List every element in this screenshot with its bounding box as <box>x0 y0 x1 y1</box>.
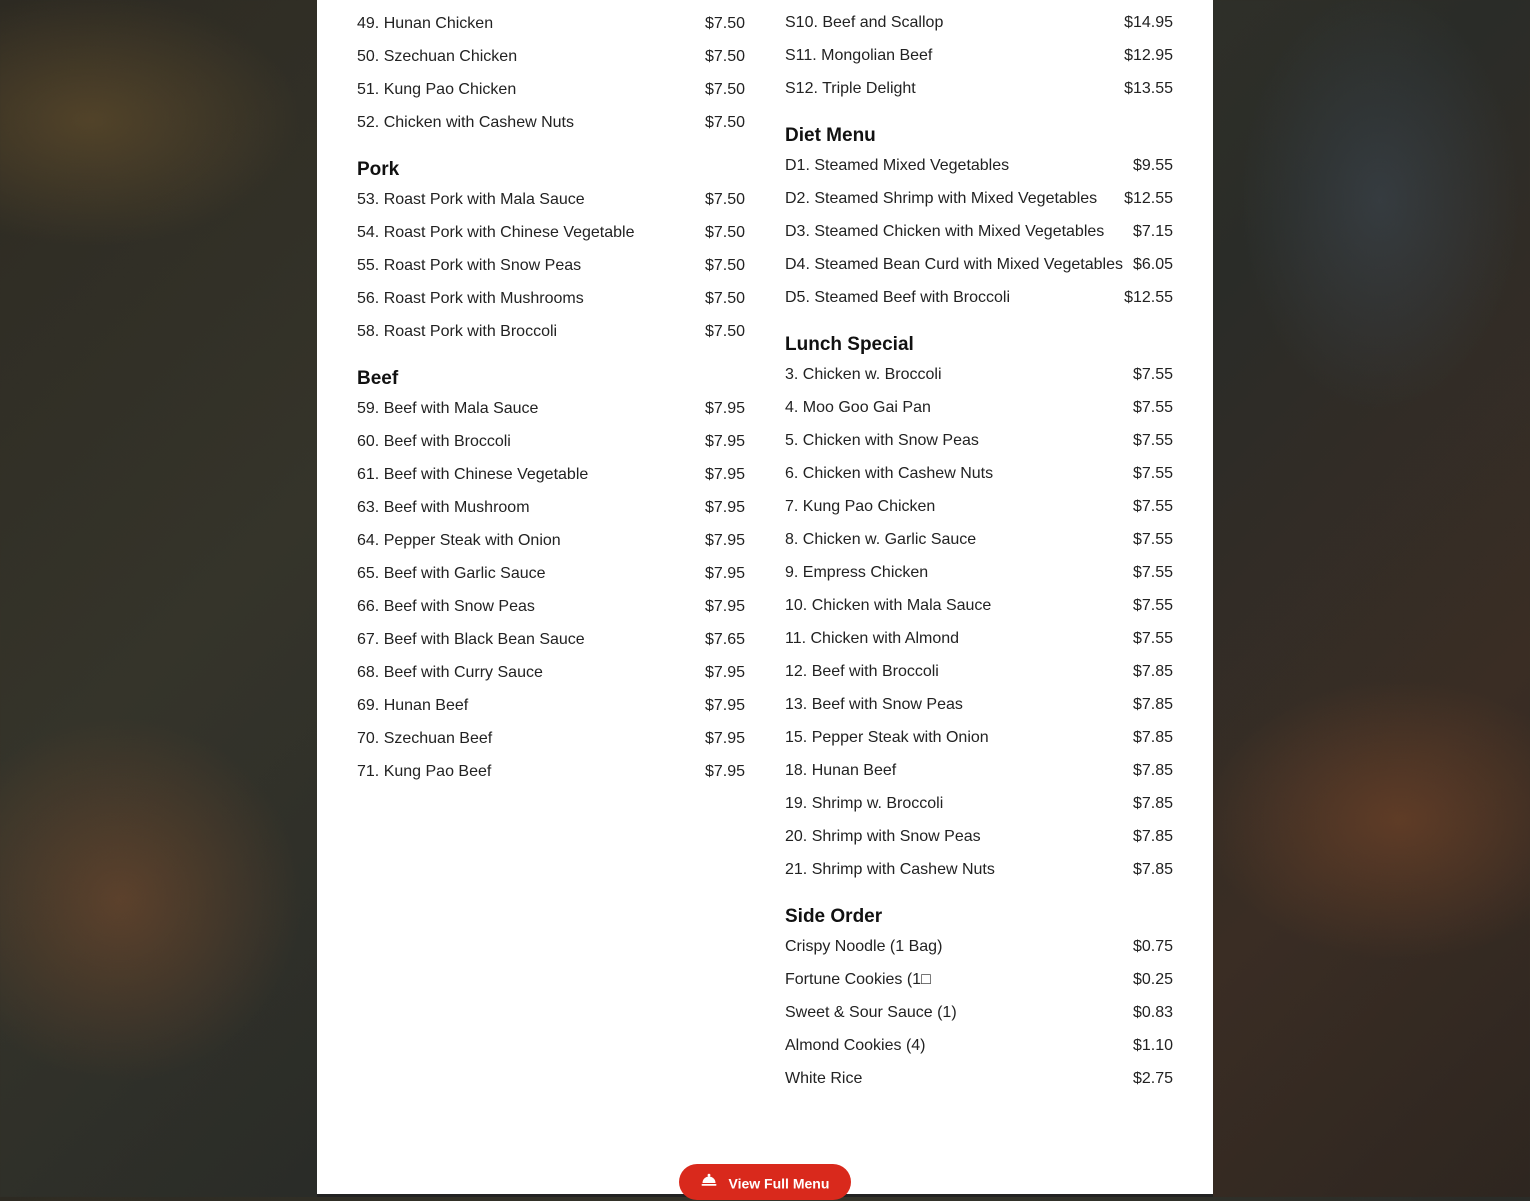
menu-item-name: 3. Chicken w. Broccoli <box>785 366 942 383</box>
section-heading: Beef <box>357 368 399 389</box>
menu-item-name: 66. Beef with Snow Peas <box>357 598 535 615</box>
menu-item <box>785 1034 1173 1058</box>
menu-item-price: $7.55 <box>1132 366 1173 383</box>
menu-panel <box>317 0 1213 1197</box>
menu-item <box>785 594 1173 618</box>
menu-item-price: $14.95 <box>1124 14 1173 31</box>
menu-item-name: 67. Beef with Black Bean Sauce <box>357 631 585 648</box>
menu-item <box>357 78 745 102</box>
menu-item <box>785 528 1173 552</box>
menu-item-name: 60. Beef with Broccoli <box>357 433 511 450</box>
menu-item-name: 54. Roast Pork with Chinese Vegetable <box>357 224 635 241</box>
menu-item-price: $7.85 <box>1132 795 1173 812</box>
menu-item-name: 21. Shrimp with Cashew Nuts <box>785 861 995 878</box>
menu-item <box>357 254 745 278</box>
menu-item <box>785 429 1173 453</box>
menu-item-name: 63. Beef with Mushroom <box>357 499 530 516</box>
menu-item-name: 68. Beef with Curry Sauce <box>357 664 543 681</box>
menu-item <box>785 462 1173 486</box>
menu-item-price: $7.85 <box>1132 828 1173 845</box>
menu-item-price: $7.95 <box>704 730 745 747</box>
menu-item-name: 7. Kung Pao Chicken <box>785 498 936 515</box>
menu-item <box>785 396 1173 420</box>
menu-item <box>785 935 1173 959</box>
menu-item-name: 53. Roast Pork with Mala Sauce <box>357 191 585 208</box>
menu-item-name: 69. Hunan Beef <box>357 697 469 714</box>
menu-item-price: $7.95 <box>704 499 745 516</box>
menu-item-price: $1.10 <box>1132 1037 1173 1054</box>
menu-item <box>357 45 745 69</box>
menu-item-price: $7.95 <box>704 763 745 780</box>
menu-item-name: 20. Shrimp with Snow Peas <box>785 828 981 845</box>
menu-item <box>357 727 745 751</box>
menu-item-name: 12. Beef with Broccoli <box>785 663 939 680</box>
menu-item-price: $7.65 <box>704 631 745 648</box>
menu-item <box>357 496 745 520</box>
menu-item-name: 58. Roast Pork with Broccoli <box>357 323 558 340</box>
menu-item-name: 71. Kung Pao Beef <box>357 763 492 780</box>
menu-item <box>785 44 1173 68</box>
menu-item-price: $7.50 <box>704 257 745 274</box>
menu-item-name: 51. Kung Pao Chicken <box>357 81 517 98</box>
menu-item <box>785 11 1173 35</box>
menu-item <box>785 858 1173 882</box>
menu-item <box>357 430 745 454</box>
menu-item-price: $7.95 <box>704 697 745 714</box>
menu-item-name: 64. Pepper Steak with Onion <box>357 532 561 549</box>
menu-item-name: 56. Roast Pork with Mushrooms <box>357 290 584 307</box>
menu-item <box>785 825 1173 849</box>
menu-item-price: $13.55 <box>1124 80 1173 97</box>
menu-item-name: 65. Beef with Garlic Sauce <box>357 565 546 582</box>
menu-item <box>357 397 745 421</box>
menu-item-name: Sweet & Sour Sauce (1) <box>785 1004 957 1021</box>
menu-item <box>357 188 745 212</box>
menu-item <box>785 187 1173 211</box>
menu-item-name: 10. Chicken with Mala Sauce <box>785 597 992 614</box>
menu-item-name: D1. Steamed Mixed Vegetables <box>785 157 1010 174</box>
menu-item-name: S10. Beef and Scallop <box>785 14 944 31</box>
menu-item-price: $7.55 <box>1132 399 1173 416</box>
menu-item-price: $7.95 <box>704 532 745 549</box>
menu-item <box>357 463 745 487</box>
menu-item-name: White Rice <box>785 1070 863 1087</box>
menu-item-price: $7.50 <box>704 15 745 32</box>
menu-item-name: D3. Steamed Chicken with Mixed Vegetables <box>785 223 1105 240</box>
menu-item <box>785 286 1173 310</box>
menu-item <box>357 628 745 652</box>
menu-item-price: $7.85 <box>1132 696 1173 713</box>
menu-item-price: $7.85 <box>1132 729 1173 746</box>
menu-item <box>357 320 745 344</box>
menu-item-price: $0.75 <box>1132 938 1173 955</box>
menu-item-name: D5. Steamed Beef with Broccoli <box>785 289 1010 306</box>
menu-item <box>785 1067 1173 1091</box>
menu-item-price: $7.55 <box>1132 498 1173 515</box>
menu-item-name: 52. Chicken with Cashew Nuts <box>357 114 574 131</box>
menu-item-name: 50. Szechuan Chicken <box>357 48 518 65</box>
menu-item <box>357 694 745 718</box>
menu-item-name: 18. Hunan Beef <box>785 762 897 779</box>
menu-item-price: $7.95 <box>704 565 745 582</box>
view-full-menu-label: View Full Menu <box>728 1175 830 1192</box>
menu-item <box>785 253 1173 277</box>
menu-item <box>785 363 1173 387</box>
menu-item-name: Crispy Noodle (1 Bag) <box>785 938 943 955</box>
menu-item-name: 19. Shrimp w. Broccoli <box>785 795 944 812</box>
menu-item-price: $7.95 <box>704 466 745 483</box>
menu-item <box>785 627 1173 651</box>
menu-item-price: $7.50 <box>704 224 745 241</box>
menu-item-price: $7.15 <box>1132 223 1173 240</box>
menu-item-price: $7.55 <box>1132 531 1173 548</box>
menu-item-price: $0.25 <box>1132 971 1173 988</box>
menu-item-price: $7.50 <box>704 81 745 98</box>
menu-item <box>357 595 745 619</box>
menu-item-price: $12.95 <box>1124 47 1173 64</box>
menu-item-name: S12. Triple Delight <box>785 80 916 97</box>
menu-item-price: $7.50 <box>704 290 745 307</box>
menu-item-name: 11. Chicken with Almond <box>785 630 960 647</box>
menu-item <box>357 221 745 245</box>
menu-item-price: $7.55 <box>1132 432 1173 449</box>
menu-item-price: $7.55 <box>1132 597 1173 614</box>
menu-item-name: D2. Steamed Shrimp with Mixed Vegetables <box>785 190 1098 207</box>
menu-item <box>785 759 1173 783</box>
menu-item-name: Almond Cookies (4) <box>785 1037 926 1054</box>
menu-item <box>785 561 1173 585</box>
section-heading: Pork <box>357 159 400 180</box>
menu-item-name: 9. Empress Chicken <box>785 564 929 581</box>
section-heading: Lunch Special <box>785 334 914 355</box>
menu-item-price: $7.55 <box>1132 564 1173 581</box>
menu-item <box>357 529 745 553</box>
menu-item-price: $12.55 <box>1124 289 1173 306</box>
menu-item <box>785 495 1173 519</box>
menu-item-price: $7.55 <box>1132 630 1173 647</box>
menu-item-name: 70. Szechuan Beef <box>357 730 493 747</box>
menu-item <box>357 287 745 311</box>
view-full-menu-button[interactable] <box>679 1164 851 1200</box>
menu-item <box>785 968 1173 992</box>
menu-item <box>785 792 1173 816</box>
menu-item-price: $7.50 <box>704 191 745 208</box>
menu-item-name: 59. Beef with Mala Sauce <box>357 400 539 417</box>
menu-item-price: $2.75 <box>1132 1070 1173 1087</box>
menu-item-price: $7.85 <box>1132 663 1173 680</box>
menu-item-price: $7.95 <box>704 664 745 681</box>
cloche-icon <box>701 1164 717 1200</box>
menu-item-name: 5. Chicken with Snow Peas <box>785 432 979 449</box>
menu-item-name: 8. Chicken w. Garlic Sauce <box>785 531 977 548</box>
menu-item-name: Fortune Cookies (1□ <box>785 971 931 988</box>
menu-item-name: 15. Pepper Steak with Onion <box>785 729 989 746</box>
menu-item-price: $7.55 <box>1132 465 1173 482</box>
menu-item-price: $7.95 <box>704 400 745 417</box>
menu-item-price: $0.83 <box>1132 1004 1173 1021</box>
menu-item <box>357 661 745 685</box>
menu-item <box>785 726 1173 750</box>
menu-item <box>785 693 1173 717</box>
menu-item-price: $7.85 <box>1132 762 1173 779</box>
menu-item-price: $7.95 <box>704 598 745 615</box>
menu-item-price: $7.95 <box>704 433 745 450</box>
menu-item <box>785 77 1173 101</box>
section-heading: Side Order <box>785 906 883 927</box>
menu-item <box>357 12 745 36</box>
menu-item-name: 6. Chicken with Cashew Nuts <box>785 465 994 482</box>
menu-item <box>785 1001 1173 1025</box>
menu-item <box>785 660 1173 684</box>
menu-item-price: $7.85 <box>1132 861 1173 878</box>
menu-item <box>357 562 745 586</box>
menu-item-price: $12.55 <box>1124 190 1173 207</box>
section-heading: Diet Menu <box>785 125 876 146</box>
menu-item <box>357 760 745 784</box>
menu-item <box>357 111 745 135</box>
menu-item-price: $9.55 <box>1132 157 1173 174</box>
menu-item-price: $7.50 <box>704 114 745 131</box>
menu-item-price: $7.50 <box>704 323 745 340</box>
menu-item-name: 61. Beef with Chinese Vegetable <box>357 466 589 483</box>
menu-item <box>785 154 1173 178</box>
menu-item-name: D4. Steamed Bean Curd with Mixed Vegetables <box>785 256 1123 273</box>
menu-item-name: 55. Roast Pork with Snow Peas <box>357 257 582 274</box>
menu-item-name: 13. Beef with Snow Peas <box>785 696 963 713</box>
menu-item <box>785 220 1173 244</box>
menu-item-name: 4. Moo Goo Gai Pan <box>785 399 931 416</box>
menu-item-name: S11. Mongolian Beef <box>785 47 933 64</box>
menu-item-price: $6.05 <box>1132 256 1173 273</box>
menu-item-price: $7.50 <box>704 48 745 65</box>
menu-item-name: 49. Hunan Chicken <box>357 15 494 32</box>
